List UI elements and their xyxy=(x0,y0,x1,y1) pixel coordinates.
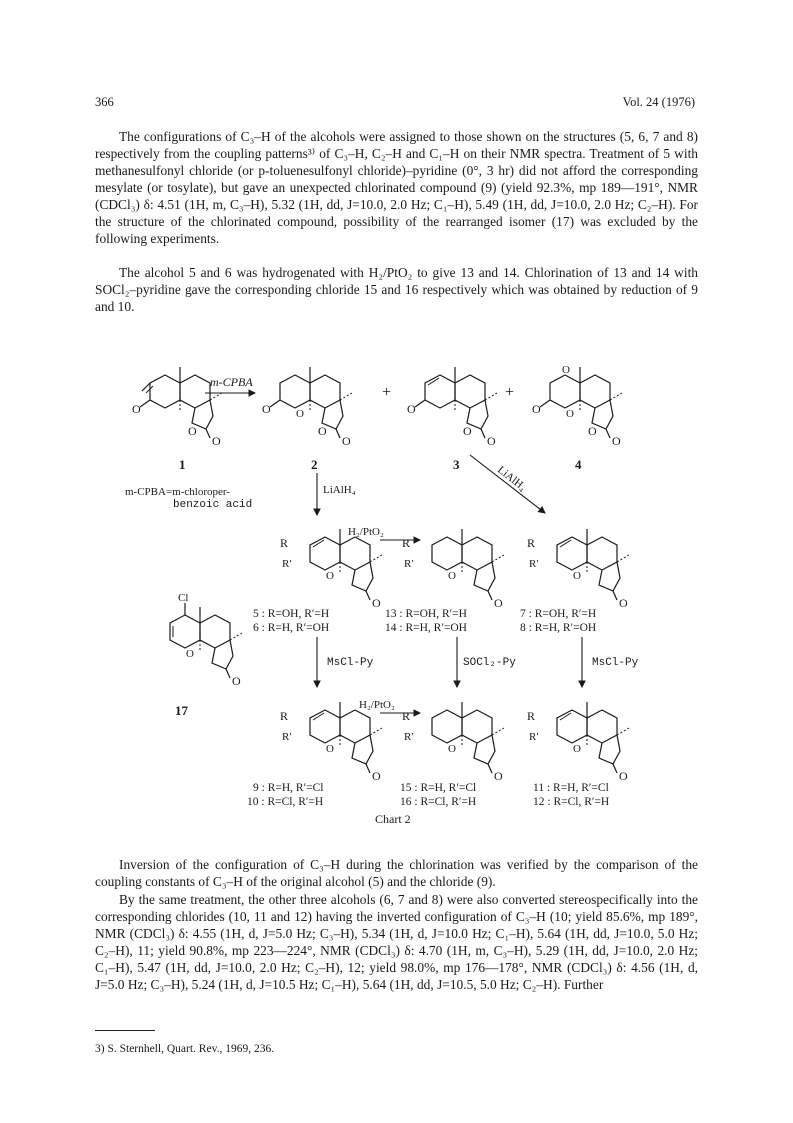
atom-r-prime: R′ xyxy=(282,558,292,570)
atom-o: O xyxy=(494,769,503,783)
structure-4 xyxy=(532,364,622,448)
atom-o: O xyxy=(494,596,503,610)
paragraph-configurations: The configurations of C₃–H of the alcohols were assigned to those shown on the structures (5, 6, 7 and 8) respectively from the coupling patterns³⁾ of C₃–H, C₂–H and C₁–H on their NMR spectra. Treatment of 5 with methanesulfonyl chloride (or p-toluenesulfonyl chloride)–pyridine (0°, 3 hr) did not afford the corresponding mesylate (or tosylate), but gave an unexpected chlorinated compound (9) (yield 92.3%, mp 189—191°, NMR (CDCl₃) δ: 4.51 (1H, m, C₃–H), 5.32 (1H, dd, J=10.0, 2.0 Hz; C₁–H), 5.49 (1H, dd, J=10.0, 2.0 Hz; C₂–H). For the structure of the chlorinated compound, possibility of the rearranged isomer (17) was excluded by the following experiments. xyxy=(95,129,698,246)
atom-o: O xyxy=(573,743,581,755)
footnote: 3) S. Sternhell, Quart. Rev., 1969, 236. xyxy=(95,1043,275,1055)
reaction-scheme xyxy=(95,355,698,825)
compound-label-2: 2 xyxy=(311,457,318,472)
atom-o: O xyxy=(372,769,381,783)
reagent-h2pto2: H₂/PtO₂ xyxy=(359,699,395,711)
compound-label-3: 3 xyxy=(453,457,460,472)
atom-r-prime: R′ xyxy=(404,558,414,570)
atom-o: O xyxy=(566,408,574,420)
volume-label: Vol. 24 (1976) xyxy=(622,95,695,109)
reagent-mscl-left: MsCl-Py xyxy=(327,657,374,669)
caption-10: 10 : R=Cl, R′=H xyxy=(247,796,324,808)
structure-9-10 xyxy=(280,702,382,783)
atom-r-prime: R′ xyxy=(282,731,292,743)
reagent-socl2: SOCl₂-Py xyxy=(463,657,516,669)
atom-r: R xyxy=(402,536,411,550)
atom-o: O xyxy=(212,434,221,448)
arrow-lialh4-diagonal xyxy=(470,455,545,513)
atom-o: O xyxy=(619,596,628,610)
atom-o: O xyxy=(132,402,141,416)
mcpba-definition: benzoic acid xyxy=(173,499,253,511)
atom-o: O xyxy=(372,596,381,610)
atom-r: R xyxy=(527,536,536,550)
atom-o: O xyxy=(532,402,541,416)
structure-3 xyxy=(407,367,497,448)
atom-r: R xyxy=(402,709,411,723)
atom-o: O xyxy=(448,743,456,755)
atom-o: O xyxy=(232,674,241,688)
reagent-lialh4-diagonal: LiAlH₄ xyxy=(495,463,529,494)
caption-12: 12 : R=Cl, R′=H xyxy=(533,796,610,808)
structure-2 xyxy=(262,367,352,448)
plus-sign: + xyxy=(505,384,515,401)
paragraph-inversion: Inversion of the configuration of C₃–H during the chlorination was verified by the comparison of the coupling constants of C₃–H of the original alcohol (5) and the chloride (9). xyxy=(95,857,698,889)
atom-o: O xyxy=(318,424,327,438)
reagent-lialh4: LiAlH₄ xyxy=(323,484,356,496)
structure-11-12 xyxy=(527,702,629,783)
atom-o: O xyxy=(588,424,597,438)
plus-sign: + xyxy=(382,384,392,401)
atom-o: O xyxy=(186,648,194,660)
atom-r: R xyxy=(280,709,289,723)
atom-cl: Cl xyxy=(178,592,189,604)
atom-o: O xyxy=(342,434,351,448)
atom-r-prime: R′ xyxy=(404,731,414,743)
caption-6: 6 : R=H, R′=OH xyxy=(253,622,330,634)
structure-5-6 xyxy=(280,529,382,610)
compound-label-4: 4 xyxy=(575,457,582,472)
caption-9: 9 : R=H, R′=Cl xyxy=(253,782,324,794)
atom-o: O xyxy=(487,434,496,448)
atom-r: R xyxy=(280,536,289,550)
structure-7-8 xyxy=(527,529,629,610)
caption-15: 15 : R=H, R′=Cl xyxy=(400,782,477,794)
atom-o: O xyxy=(619,769,628,783)
footnote-rule xyxy=(95,1030,155,1031)
atom-o: O xyxy=(573,570,581,582)
mcpba-definition: m-CPBA=m-chloroper- xyxy=(125,486,230,498)
caption-5: 5 : R=OH, R′=H xyxy=(253,608,330,620)
atom-r-prime: R′ xyxy=(529,731,539,743)
atom-r-prime: R′ xyxy=(529,558,539,570)
chart-title: Chart 2 xyxy=(375,812,411,825)
structure-13-14 xyxy=(402,529,504,610)
structure-15-16 xyxy=(402,702,504,783)
reagent-mcpba: m-CPBA xyxy=(210,375,253,389)
atom-o: O xyxy=(262,402,271,416)
atom-o: O xyxy=(562,364,570,376)
caption-14: 14 : R=H, R′=OH xyxy=(385,622,467,634)
caption-7: 7 : R=OH, R′=H xyxy=(520,608,597,620)
compound-label-17: 17 xyxy=(175,703,188,718)
reagent-h2pto2: H₂/PtO₂ xyxy=(348,526,384,538)
atom-o: O xyxy=(326,570,334,582)
compound-label-1: 1 xyxy=(179,457,186,472)
atom-o: O xyxy=(296,408,304,420)
structure-17 xyxy=(170,592,242,688)
reagent-mscl-right: MsCl-Py xyxy=(592,657,639,669)
atom-r: R xyxy=(527,709,536,723)
caption-13: 13 : R=OH, R′=H xyxy=(385,608,467,620)
atom-o: O xyxy=(188,424,197,438)
atom-o: O xyxy=(326,743,334,755)
caption-8: 8 : R=H, R′=OH xyxy=(520,622,597,634)
atom-o: O xyxy=(448,570,456,582)
atom-o: O xyxy=(407,402,416,416)
structure-1 xyxy=(132,367,222,448)
caption-16: 16 : R=Cl, R′=H xyxy=(400,796,477,808)
paragraph-same-treatment: By the same treatment, the other three alcohols (6, 7 and 8) were also converted stereospecifically into the corresponding chlorides (10, 11 and 12) having the inverted configuration of C₃–H (10; yield 85.6%, mp 189°, NMR (CDCl₃) δ: 4.55 (1H, d, J=5.0 Hz; C₃–H), 5.34 (1H, d, J=10.0 Hz; C₁–H), 5.64 (1H, dd, J=10.0, 5.0 Hz; C₂–H), 11; yield 90.8%, mp 223—224°, NMR (CDCl₃) δ: 4.70 (1H, m, C₃–H), 5.29 (1H, dd, J=10.0, 2.0 Hz; C₁–H), 5.47 (1H, dd, J=10.0, 2.0 Hz; C₂–H), 12; yield 98.0%, mp 176—178°, NMR (CDCl₃) δ: 4.56 (1H, d, J=5.0 Hz; C₃–H), 5.24 (1H, d, J=10.5 Hz; C₁–H), 5.64 (1H, dd, J=10.5, 5.0 Hz; C₂–H). Further xyxy=(95,892,698,992)
paragraph-hydrogenation: The alcohol 5 and 6 was hydrogenated with H₂/PtO₂ to give 13 and 14. Chlorination of 13 and 14 with SOCl₂–pyridine gave the corresponding chloride 15 and 16 respectively which was obtained by reduction of 9 and 10. xyxy=(95,265,698,314)
caption-11: 11 : R=H, R′=Cl xyxy=(533,782,609,794)
page-number: 366 xyxy=(95,95,114,109)
atom-o: O xyxy=(463,424,472,438)
atom-o: O xyxy=(612,434,621,448)
